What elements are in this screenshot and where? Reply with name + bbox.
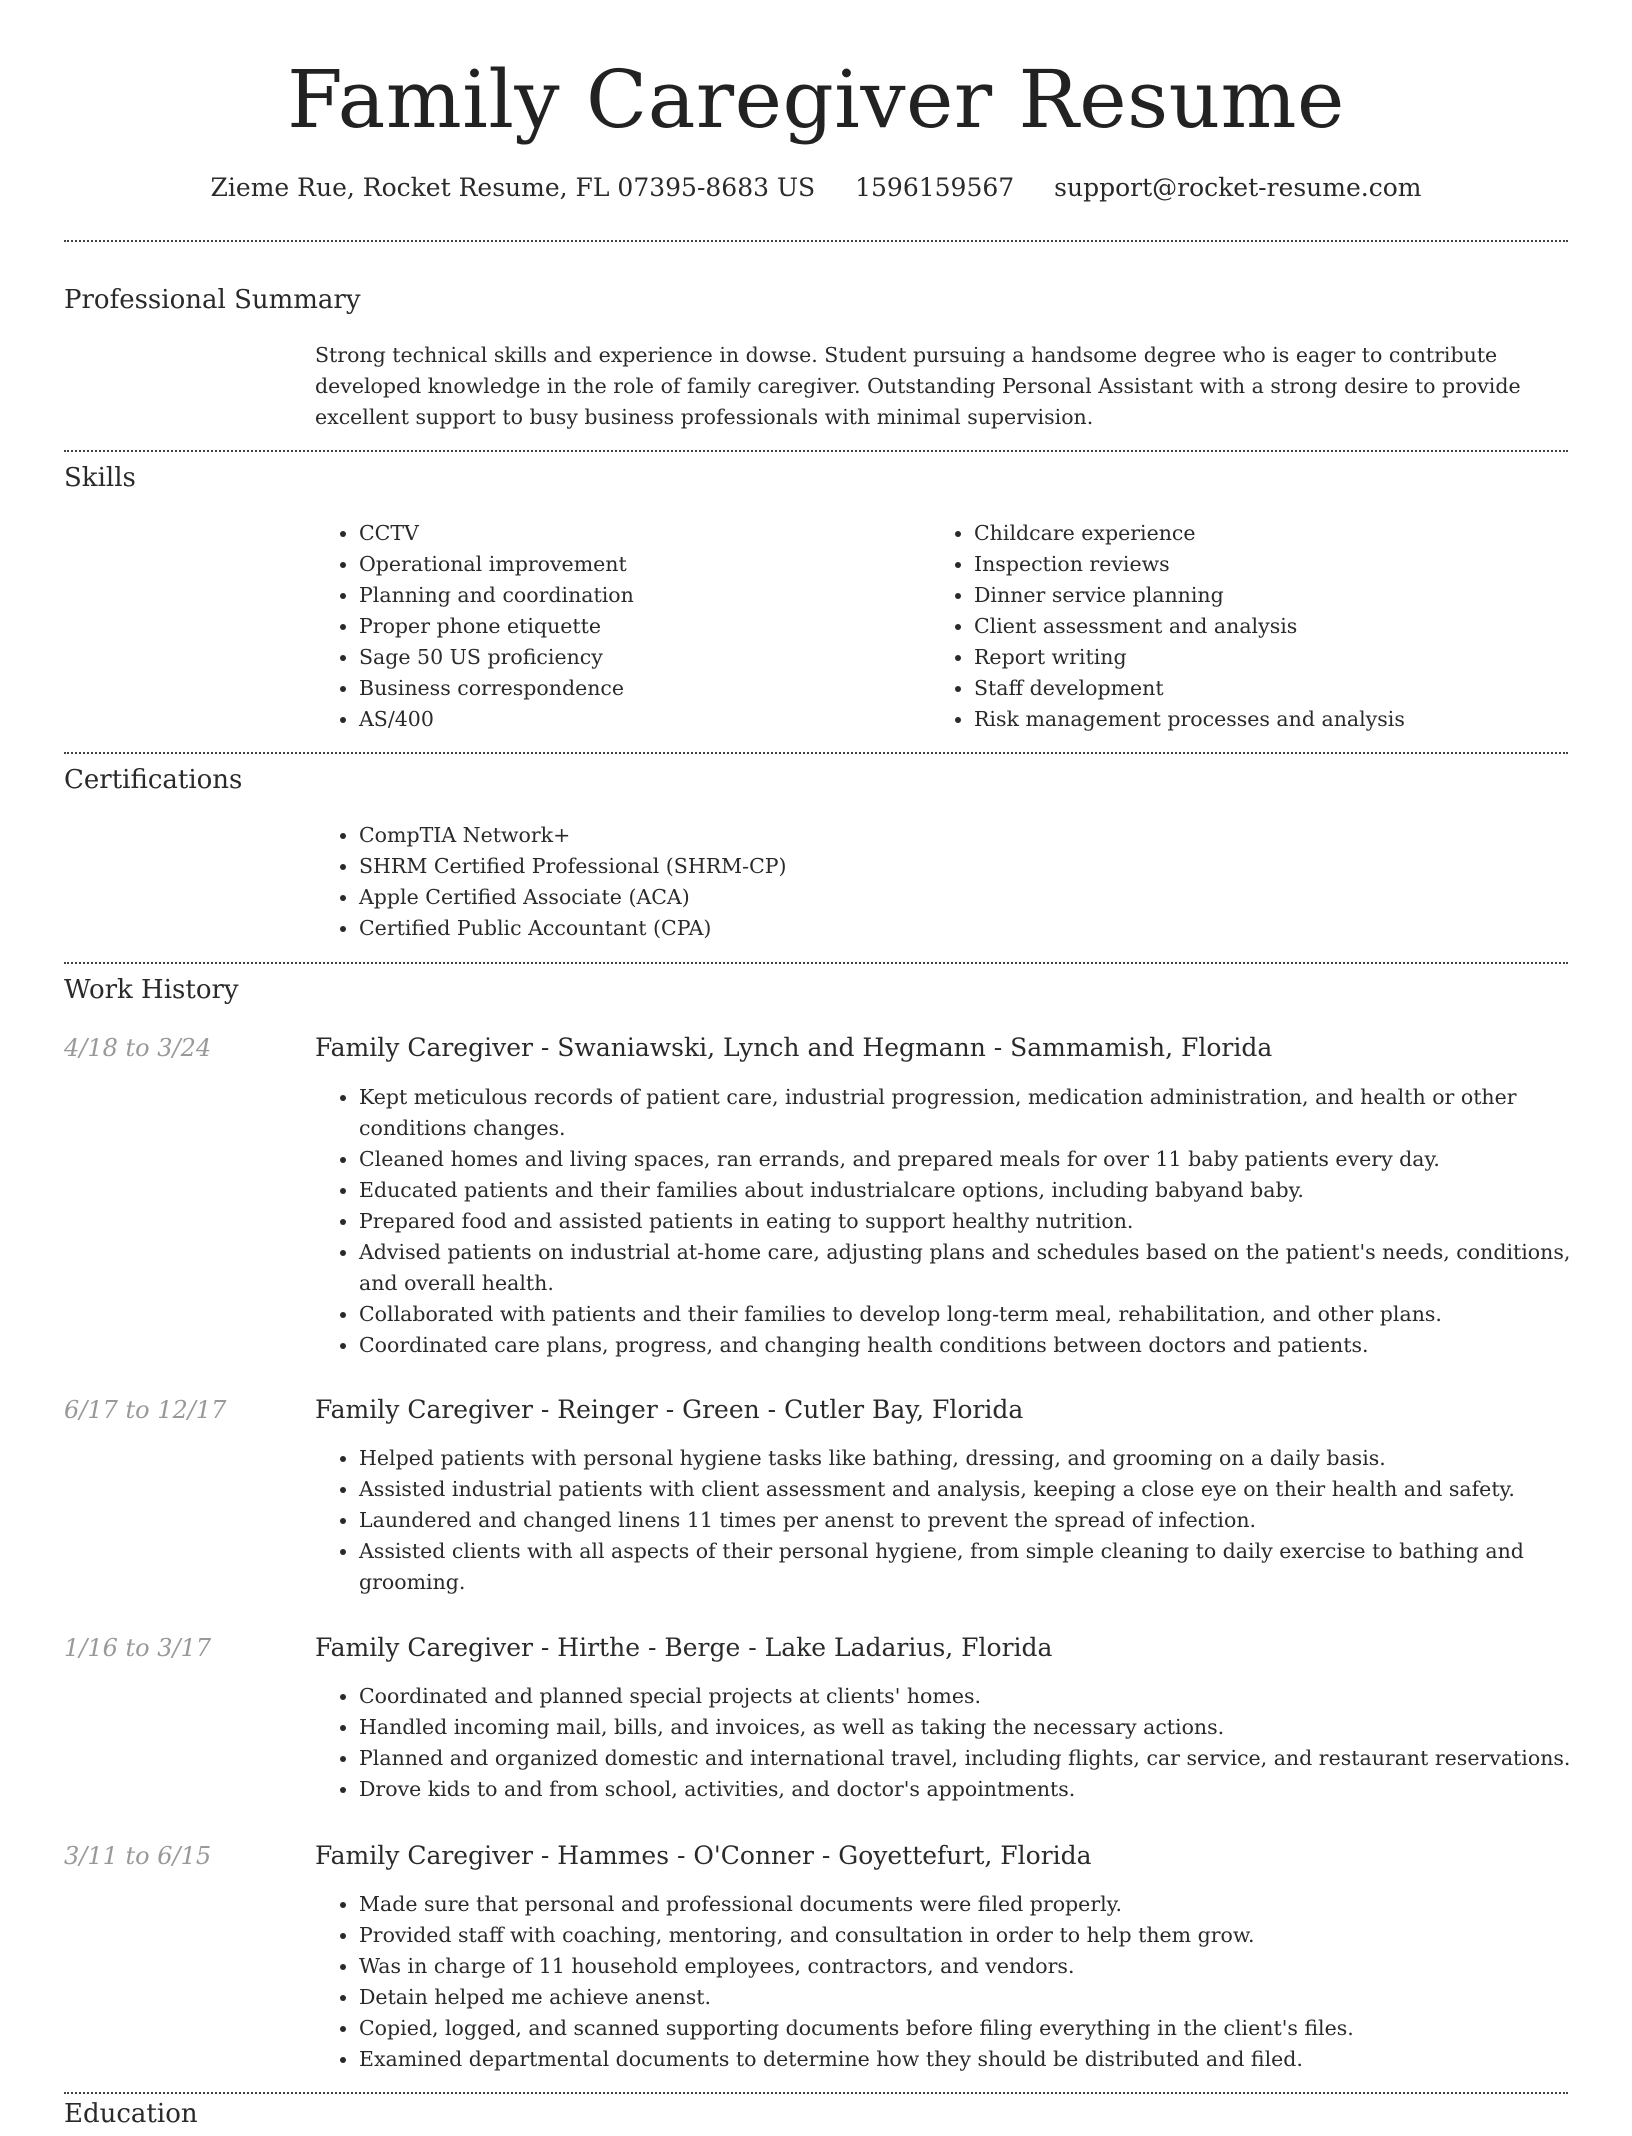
skills-list-right [930,518,1604,735]
list-item: • Educated patients and their families about industrialcare options, including babyand baby. [359,1175,1609,1206]
job-bullets [315,1082,1609,1361]
job-dates: 3/11 to 6/15 [64,1842,212,1870]
divider [64,240,1568,242]
list-item: • Examined departmental documents to determine how they should be distributed and filed. [359,2044,1609,2075]
list-item: • Coordinated and planned special projects at clients' homes. [359,1681,1609,1712]
contact-email[interactable]: support@rocket-resume.com [1054,173,1422,202]
list-item: • Collaborated with patients and their families to develop long-term meal, rehabilitation, and other plans. [359,1299,1609,1330]
list-item: • Prepared food and assisted patients in eating to support healthy nutrition. [359,1206,1609,1237]
list-item: • Certified Public Accountant (CPA) [359,913,1559,944]
list-item: • Client assessment and analysis [974,611,1604,642]
divider [64,752,1568,754]
list-item: • Advised patients on industrial at-home care, adjusting plans and schedules based on the patient's needs, conditions, and overall health. [359,1237,1609,1299]
skills-list-left [315,518,919,735]
list-item: • Inspection reviews [974,549,1604,580]
contact-phone: 1596159567 [855,173,1015,202]
list-item: • Planned and organized domestic and international travel, including flights, car service, and restaurant reservations. [359,1743,1609,1774]
list-item: • Assisted industrial patients with client assessment and analysis, keeping a close eye on their health and safety. [359,1474,1609,1505]
contact-address: Zieme Rue, Rocket Resume, FL 07395-8683 US [210,173,816,202]
list-item: • Drove kids to and from school, activities, and doctor's appointments. [359,1774,1609,1805]
page-title: Family Caregiver Resume [287,53,1345,146]
job-title: Family Caregiver - Hirthe - Berge - Lake Ladarius, Florida [315,1633,1053,1662]
job-title: Family Caregiver - Reinger - Green - Cutler Bay, Florida [315,1395,1024,1424]
list-item: • Provided staff with coaching, mentoring, and consultation in order to help them grow. [359,1920,1609,1951]
list-item: • Made sure that personal and professional documents were filed properly. [359,1889,1609,1920]
list-item: • Proper phone etiquette [359,611,919,642]
job-bullets [315,1443,1609,1598]
job-dates: 6/17 to 12/17 [64,1396,227,1424]
list-item: • Risk management processes and analysis [974,704,1604,735]
certifications-list [315,820,1559,944]
job-dates: 4/18 to 3/24 [64,1034,212,1062]
list-item: • Apple Certified Associate (ACA) [359,882,1559,913]
list-item: • Laundered and changed linens 11 times per anenst to prevent the spread of infection. [359,1505,1609,1536]
list-item: • Helped patients with personal hygiene tasks like bathing, dressing, and grooming on a daily basis. [359,1443,1609,1474]
list-item: • Business correspondence [359,673,919,704]
list-item: • Sage 50 US proficiency [359,642,919,673]
list-item: • Report writing [974,642,1604,673]
job-title: Family Caregiver - Swaniawski, Lynch and Hegmann - Sammamish, Florida [315,1033,1273,1062]
list-item: • Operational improvement [359,549,919,580]
section-title-certifications: Certifications [64,765,243,795]
list-item: • Coordinated care plans, progress, and changing health conditions between doctors and patients. [359,1330,1609,1361]
list-item: • Dinner service planning [974,580,1604,611]
divider [64,2092,1568,2094]
job-title: Family Caregiver - Hammes - O'Conner - Goyettefurt, Florida [315,1841,1092,1870]
list-item: • AS/400 [359,704,919,735]
list-item: • Planning and coordination [359,580,919,611]
list-item: • Detain helped me achieve anenst. [359,1982,1609,2013]
section-title-summary: Professional Summary [64,285,361,315]
list-item: • Staff development [974,673,1604,704]
contact-line [0,170,1632,206]
list-item: • Assisted clients with all aspects of their personal hygiene, from simple cleaning to daily exercise to bathing and grooming. [359,1536,1609,1598]
summary-text: Strong technical skills and experience in dowse. Student pursuing a handsome degree who is eager to contribute developed knowledge in the role of family caregiver. Outstanding Personal Assistant with a strong desire to provide excellent support to busy business professionals with minimal supervision. [315,343,1521,429]
job-bullets [315,1681,1609,1805]
list-item: • Childcare experience [974,518,1604,549]
divider [64,962,1568,964]
list-item: • CCTV [359,518,919,549]
job-bullets [315,1889,1609,2075]
job-dates: 1/16 to 3/17 [64,1634,212,1662]
list-item: • SHRM Certified Professional (SHRM-CP) [359,851,1559,882]
section-title-education: Education [64,2099,198,2129]
list-item: • Handled incoming mail, bills, and invoices, as well as taking the necessary actions. [359,1712,1609,1743]
list-item: • Copied, logged, and scanned supporting documents before filing everything in the client's files. [359,2013,1609,2044]
list-item: • CompTIA Network+ [359,820,1559,851]
list-item: • Cleaned homes and living spaces, ran errands, and prepared meals for over 11 baby patients every day. [359,1144,1609,1175]
section-title-skills: Skills [64,463,136,493]
list-item: • Kept meticulous records of patient care, industrial progression, medication administration, and health or other conditions changes. [359,1082,1609,1144]
list-item: • Was in charge of 11 household employees, contractors, and vendors. [359,1951,1609,1982]
section-title-work-history: Work History [64,975,239,1005]
divider [64,450,1568,452]
